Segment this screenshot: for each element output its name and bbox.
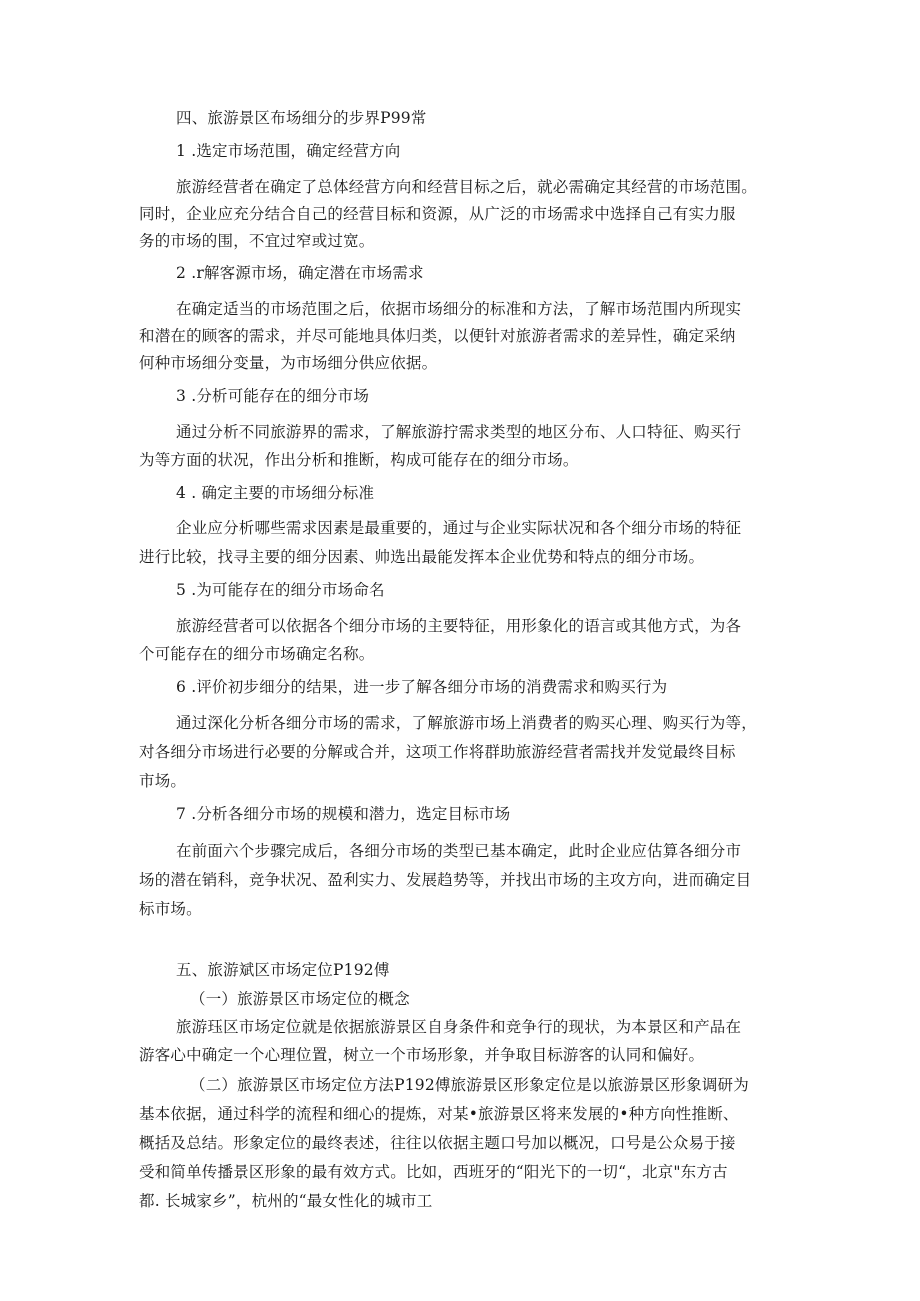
paragraph-9-line-2: 基本依据，通过科学的流程和细心的提炼，对某•旅游景区将来发展的•种方向性推断、 xyxy=(139,1105,739,1123)
paragraph-5-line-1: 旅游经营者可以依据各个细分市场的主要特征，用形象化的语言或其他方式，为各 xyxy=(176,617,742,635)
step-7-heading: 7 .分析各细分市场的规模和潜力，选定目标市场 xyxy=(176,805,511,823)
step-6-heading: 6 .评价初步细分的结果，进一步了解各细分市场的消费需求和购买行为 xyxy=(176,678,668,696)
paragraph-2-line-3: 何种市场细分变量，为市场细分供应依据。 xyxy=(139,354,438,372)
paragraph-2-line-1: 在确定适当的市场范围之后，依据市场细分的标准和方法，了解市场范围内所现实 xyxy=(176,300,742,318)
paragraph-7-line-3: 标市场。 xyxy=(139,900,202,918)
paragraph-7-line-1: 在前面六个步骤完成后，各细分市场的类型已基本确定，此时企业应估算各细分市 xyxy=(176,842,742,860)
paragraph-6-line-2: 对各细分市场进行必要的分解或合并，这项工作将群助旅游经营者需找并发觉最终目标 xyxy=(139,743,736,761)
paragraph-2-line-2: 和潜在的顾客的需求，并尽可能地具体归类，以便针对旅游者需求的差异性，确定采纳 xyxy=(139,327,736,345)
paragraph-6-line-3: 市场。 xyxy=(139,772,187,790)
paragraph-1-line-3: 务的市场的围，不宜过窄或过宽。 xyxy=(139,232,375,250)
paragraph-7-line-2: 场的潜在销科，竞争状况、盈利实力、发展趋势等，并找出市场的主攻方向，进而确定目 xyxy=(139,871,752,889)
step-4-heading: 4 . 确定主要的市场细分标准 xyxy=(176,484,375,502)
paragraph-9-line-4: 受和简单传播景区形象的最有效方式。比如，西班牙的“阳光下的一切“，北京"东方古 xyxy=(139,1163,728,1181)
paragraph-1-line-1: 旅游经营者在确定了总体经营方向和经营目标之后，就必需确定其经营的市场范围。 xyxy=(176,178,757,196)
paragraph-4-line-1: 企业应分析哪些需求因素是最重要的，通过与企业实际状况和各个细分市场的特征 xyxy=(176,519,742,537)
paragraph-8-line-2: 游客心中确定一个心理位置，树立一个市场形象，并争取目标游客的认同和偏好。 xyxy=(139,1046,705,1064)
paragraph-5-line-2: 个可能存在的细分市场确定名称。 xyxy=(139,645,375,663)
step-5-heading: 5 .为可能存在的细分市场命名 xyxy=(176,581,385,599)
paragraph-3-line-2: 为等方面的状况，作出分析和推断，构成可能存在的细分市场。 xyxy=(139,451,579,469)
step-1-heading: 1 .选定市场范围，确定经营方向 xyxy=(176,142,401,160)
section-5-heading: 五、旅游斌区市场定位P192傅 xyxy=(176,961,390,979)
subsection-1-heading: （一）旅游景区市场定位的概念 xyxy=(190,990,410,1008)
paragraph-9-line-1: （二）旅游景区市场定位方法P192傅旅游景区形象定位是以旅游景区形象调研为 xyxy=(190,1076,749,1094)
paragraph-4-line-2: 进行比较，找寻主要的细分因素、帅选出最能发挥本企业优势和特点的细分市场。 xyxy=(139,548,705,566)
paragraph-6-line-1: 通过深化分析各细分市场的需求，了解旅游市场上消费者的购买心理、购买行为等， xyxy=(176,714,757,732)
step-2-heading: 2 .r解客源市场，确定潜在市场需求 xyxy=(176,264,424,282)
paragraph-9-line-3: 概括及总结。形象定位的最终表述，往往以依据主题口号加以概况，口号是公众易于接 xyxy=(139,1134,736,1152)
section-4-heading: 四、旅游景区布场细分的步界P99常 xyxy=(176,109,427,127)
paragraph-1-line-2: 同时，企业应充分结合自己的经营目标和资源，从广泛的市场需求中选择自己有实力服 xyxy=(139,205,736,223)
step-3-heading: 3 .分析可能存在的细分市场 xyxy=(176,387,370,405)
paragraph-8-line-1: 旅游珏区市场定位就是依据旅游景区自身条件和竞争行的现状，为本景区和产品在 xyxy=(176,1018,742,1036)
paragraph-3-line-1: 通过分析不同旅游界的需求，了解旅游拧需求类型的地区分布、人口特征、购买行 xyxy=(176,423,742,441)
paragraph-9-line-5: 都. 长城家乡”，杭州的“最女性化的城市工 xyxy=(139,1192,433,1210)
